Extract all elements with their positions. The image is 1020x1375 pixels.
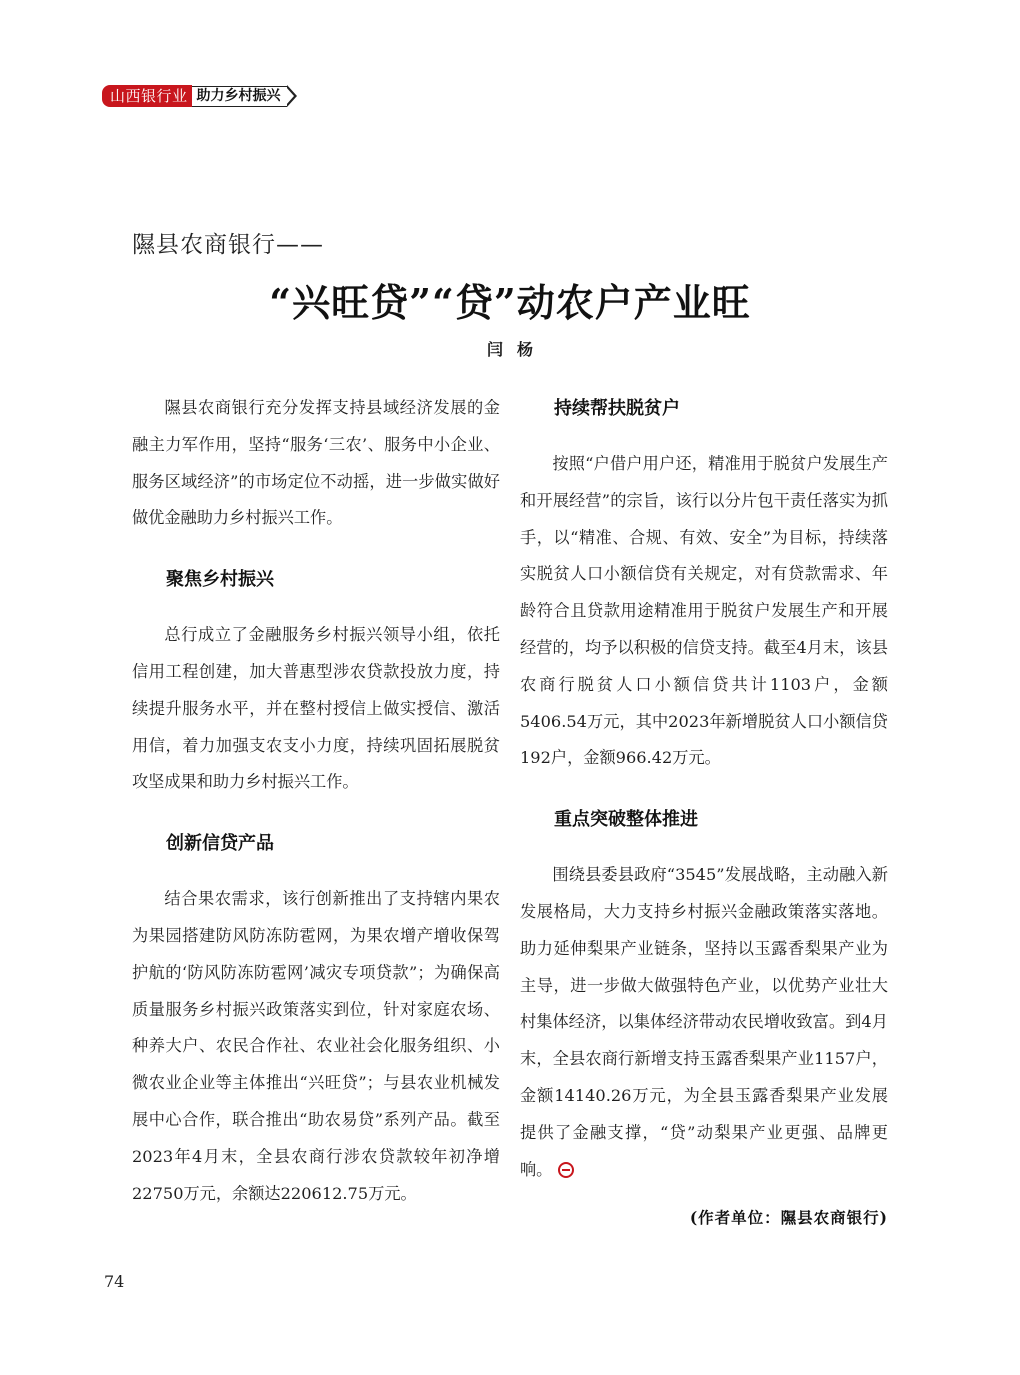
page-number: 74 <box>104 1272 125 1291</box>
column-tag-secondary: 助力乡村振兴 <box>192 86 287 107</box>
column-header-tag <box>102 85 287 107</box>
section-body-focus-revitalization: 总行成立了金融服务乡村振兴领导小组，依托信用工程创建，加大普惠型涉农贷款投放力度，持续提升服务水平，并在整村授信上做实授信、激活用信，着力加强支农支小力度，持续巩固拓展脱贫攻坚成果和助力乡村振兴工作。 <box>132 625 500 792</box>
article-author: 闫杨 <box>486 340 547 359</box>
author-affiliation: (作者单位：隰县农商银行) <box>689 1208 888 1228</box>
article-title: “兴旺贷”“贷”动农户产业旺 <box>269 280 751 325</box>
intro-paragraph: 隰县农商银行充分发挥支持县域经济发展的金融主力军作用，坚持“服务‘三农’、服务中小企业、服务区域经济”的市场定位不动摇，进一步做实做好做优金融助力乡村振兴工作。 <box>132 398 500 528</box>
section-heading-poverty-support: 持续帮扶脱贫户 <box>554 398 680 419</box>
section-body-key-breakthrough-text: 围绕县委县政府“3545”发展战略，主动融入新发展格局，大力支持乡村振兴金融政策落实落地。助力延伸梨果产业链条，坚持以玉露香梨果产业为主导，进一步做大做强特色产业，以优势产业壮大村集体经济，以集体经济带动农民增收致富。到4月末，全县农商行新增支持玉露香梨果产业1157户，金额14140.26万元，为全县玉露香梨果产业发展提供了金融支撑，“贷”动梨果产业更强、品牌更响。 <box>520 865 888 1179</box>
article-kicker: 隰县农商银行—— <box>132 232 324 258</box>
section-body-innovative-products: 结合果农需求，该行创新推出了支持辖内果农为果园搭建防风防冻防雹网，为果农增产增收保驾护航的‘防风防冻防雹网’减灾专项贷款”；为确保高质量服务乡村振兴政策落实到位，针对家庭农场、种养大户、农民合作社、农业社会化服务组织、小微农业企业等主体推出“兴旺贷”；与县农业机械发展中心合作，联合推出“助农易贷”系列产品。截至2023年4月末，全县农商行涉农贷款较年初净增22750万元，余额达220612.75万元。 <box>132 889 500 1203</box>
section-body-poverty-support: 按照“户借户用户还，精准用于脱贫户发展生产和开展经营”的宗旨，该行以分片包干责任落实为抓手，以“精准、合规、有效、安全”为目标，持续落实脱贫人口小额信贷有关规定，对有贷款需求、年龄符合且贷款用途精准用于脱贫户发展生产和开展经营的，均予以积极的信贷支持。截至4月末，该县农商行脱贫人口小额信贷共计1103户，金额5406.54万元，其中2023年新增脱贫人口小额信贷192户，金额966.42万元。 <box>520 454 888 768</box>
right-column <box>520 390 888 1228</box>
section-heading-key-breakthrough: 重点突破整体推进 <box>554 809 698 831</box>
left-column <box>132 390 500 1212</box>
section-heading-focus-revitalization: 聚焦乡村振兴 <box>166 569 274 591</box>
column-tag-primary: 山西银行业 <box>102 85 192 107</box>
section-body-key-breakthrough <box>520 857 888 1188</box>
article-end-icon <box>558 1162 574 1178</box>
section-heading-innovative-products: 创新信贷产品 <box>166 833 274 855</box>
